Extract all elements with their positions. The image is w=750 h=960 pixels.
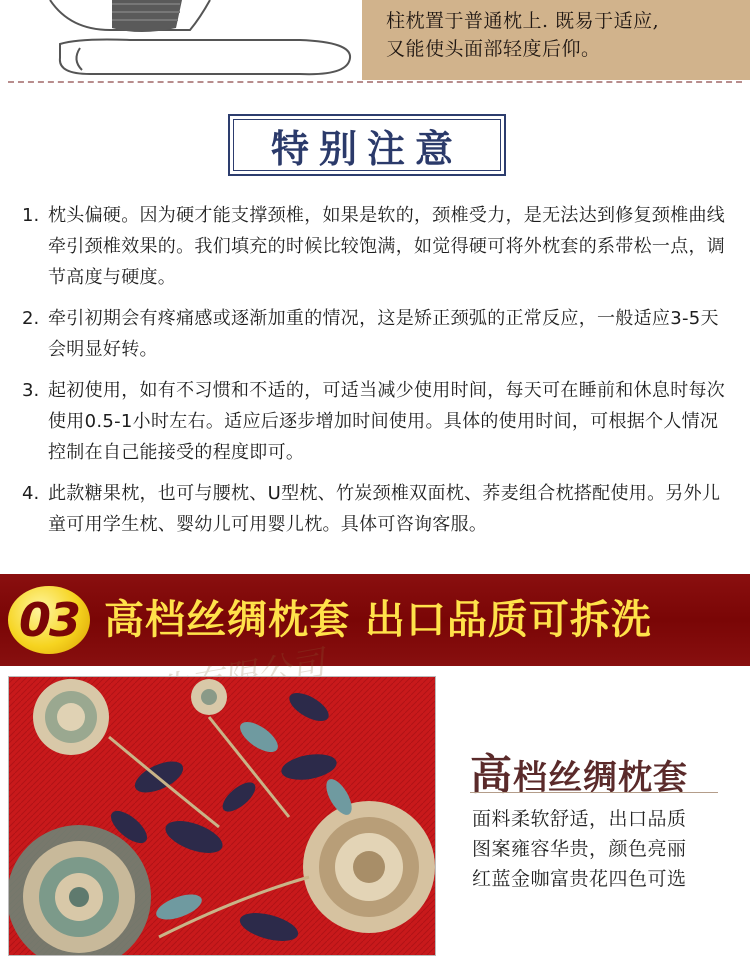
fabric-pattern xyxy=(9,677,436,956)
note-item xyxy=(22,200,734,293)
caption-line: 图案雍容华贵，颜色亮丽 xyxy=(472,838,687,860)
caption-title-rest: 档丝绸枕套 xyxy=(513,758,689,798)
notice-heading-box xyxy=(228,114,506,176)
caption-line: 红蓝金咖富贵花四色可选 xyxy=(472,868,687,890)
notes-list xyxy=(22,200,734,550)
note-text: 枕头偏硬。因为硬才能支撑颈椎，如果是软的，颈椎受力，是无法达到修复颈椎曲线牵引颈椎效果的。我们填充的时候比较饱满，如觉得硬可将外枕套的系带松一点，调节高度与硬度。 xyxy=(48,205,726,288)
caption-title-first: 高 xyxy=(470,750,514,799)
notice-title: 特别注意 xyxy=(270,126,463,171)
note-text: 起初使用，如有不习惯和不适的，可适当减少使用时间，每天可在睡前和休息时每次使用0.5-1小时左右。适应后逐步增加时间使用。具体的使用时间，可根据个人情况控制在自己能接受的程度即可。 xyxy=(48,380,726,463)
silk-fabric-photo xyxy=(8,676,436,956)
note-text: 牵引初期会有疼痛感或逐渐加重的情况，这是矫正颈弧的正常反应，一般适应3-5天会明显好转。 xyxy=(48,308,719,360)
caption-line: 面料柔软舒适，出口品质 xyxy=(472,808,687,830)
top-text-line2: 又能使头面部轻度后仰。 xyxy=(386,38,601,60)
note-item xyxy=(22,478,734,540)
section-banner xyxy=(0,574,750,666)
section-title: 高档丝绸枕套 出口品质可拆洗 xyxy=(104,597,652,643)
top-text-panel xyxy=(362,0,750,80)
top-text-line1: 柱枕置于普通枕上. 既易于适应, xyxy=(386,10,660,32)
note-number: 4. xyxy=(22,483,40,504)
section-number-badge: 03 xyxy=(8,586,90,654)
dashed-divider xyxy=(8,81,742,83)
pillow-illustration xyxy=(0,0,362,85)
note-text: 此款糖果枕，也可与腰枕、U型枕、竹炭颈椎双面枕、荞麦组合枕搭配使用。另外儿童可用学生枕、婴幼儿可用婴儿枕。具体可咨询客服。 xyxy=(48,483,721,535)
caption-divider xyxy=(470,792,718,793)
note-item xyxy=(22,303,734,365)
note-number: 1. xyxy=(22,205,40,226)
note-item xyxy=(22,375,734,468)
top-strip xyxy=(0,0,750,85)
note-number: 3. xyxy=(22,380,40,401)
note-number: 2. xyxy=(22,308,40,329)
caption-title xyxy=(470,742,688,802)
